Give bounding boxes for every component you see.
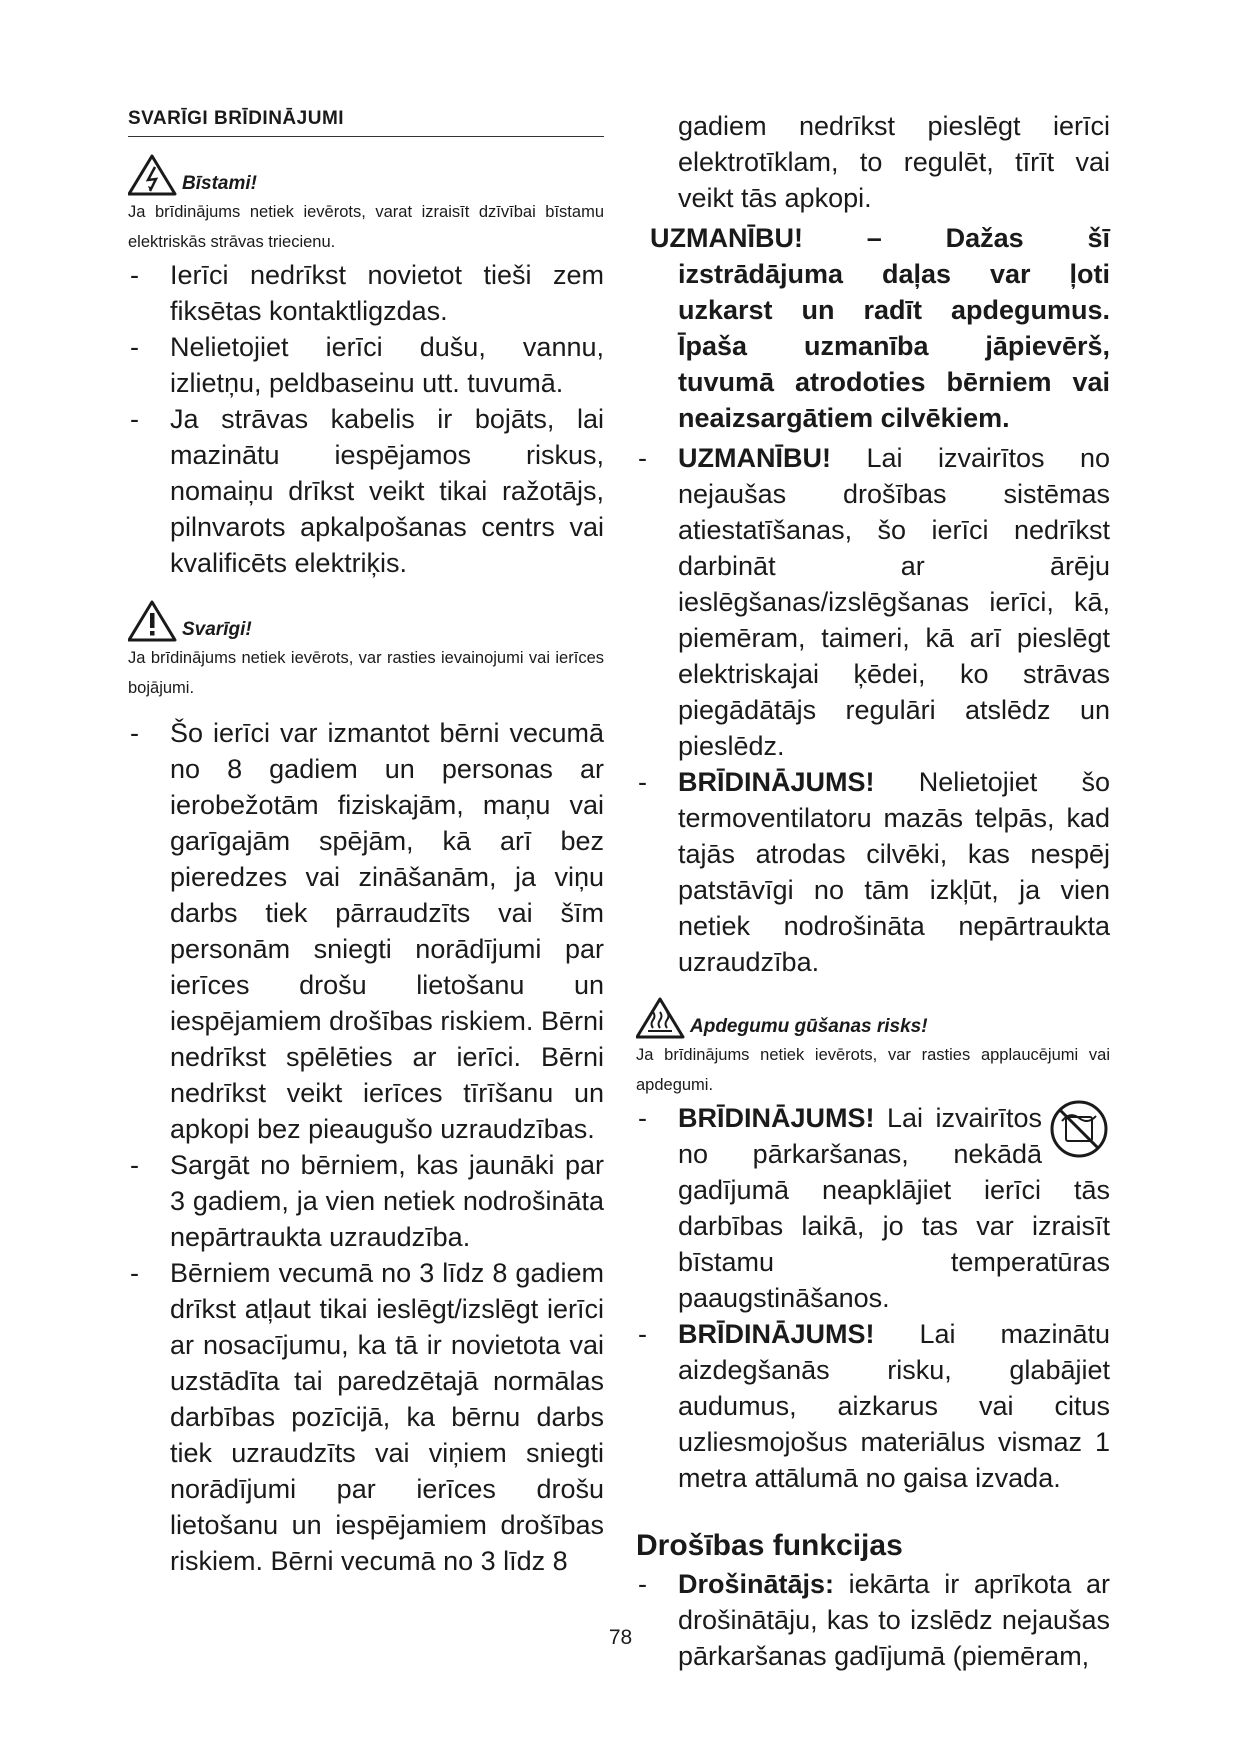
page-number: 78 <box>608 1626 633 1649</box>
list-item: - Bērniem vecumā no 3 līdz 8 gadiem drīkst atļaut tikai ieslēgt/izslēgt ierīci ar nosacījumu, ka tā ir novietota vai uzstādīta tai paredzētajā normālas darbības pozīcijā, ka bērnu darbs tiek uzraudzīts vai viņiem sniegti norādījumi par ierīces drošu lietošanu un iespējamiem drošības riskiem. Bērni vecumā no 3 līdz 8 <box>128 1255 604 1579</box>
continuation-text: gadiem nedrīkst pieslēgt ierīci elektrotīklam, to regulēt, tīrīt vai veikt tās apkopi. <box>678 111 1110 213</box>
caution-paragraph: UZMANĪBU! – Dažas šī izstrādājuma daļas var ļoti uzkarst un radīt apdegumus. Īpaša uzmanība jāpievērš, tuvumā atrodoties bērniem vai neaizsargātiem cilvēkiem. <box>650 223 1110 433</box>
warning-icon <box>128 599 180 643</box>
burn-title: Apdegumu gūšanas risks! <box>690 1016 928 1037</box>
important-header <box>128 597 604 643</box>
warning-label: BRĪDINĀJUMS! <box>678 1319 875 1349</box>
safety-features-heading: Drošības funkcijas <box>636 1529 903 1562</box>
feature-label: Drošinātājs: <box>678 1569 835 1599</box>
right-column <box>636 108 1110 1674</box>
list-item: - Ierīci nedrīkst novietot tieši zem fiksētas kontaktligzdas. <box>128 257 604 329</box>
warning-label: BRĪDINĀJUMS! <box>678 1103 875 1133</box>
list-item <box>636 1566 1110 1674</box>
danger-title: Bīstami! <box>182 173 257 194</box>
warning-label: BRĪDINĀJUMS! <box>678 767 875 797</box>
left-column <box>128 108 604 1579</box>
warning-text: Lai izvairītos no nejaušas drošības sistēmas atiestatīšanas, šo ierīci nedrīkst darbināt ar ārēju ieslēgšanas/izslēgšanas ierīci, kā, piemēram, taimeri, kā arī pieslēgt elektriskajai ķēdei, ko strāvas piegādātājs regulāri atslēdz un pieslēdz. <box>678 443 1110 761</box>
electric-hazard-icon <box>128 153 180 197</box>
safety-features-list <box>636 1566 1110 1674</box>
danger-note: Ja brīdinājums netiek ievērots, varat izraisīt dzīvībai bīstamu elektriskās strāvas triecienu. <box>128 203 604 251</box>
warning-text: Nelietojiet šo termoventilatoru mazās telpās, kad tajās atrodas cilvēki, kas nespēj patstāvīgi no tām izkļūt, ja vien netiek nodrošināta nepārtraukta uzraudzība. <box>678 767 1110 977</box>
important-list <box>128 715 604 1579</box>
do-not-cover-icon <box>1048 1098 1110 1160</box>
danger-header <box>128 151 604 197</box>
list-item <box>636 1100 1110 1316</box>
list-item: - Sargāt no bērniem, kas jaunāki par 3 gadiem, ja vien netiek nodrošināta nepārtraukta uzraudzība. <box>128 1147 604 1255</box>
warning-list <box>636 440 1110 980</box>
feature-text: iekārta ir aprīkota ar drošinātāju, kas to izslēdz nejaušas pārkaršanas gadījumā (piemēram, <box>678 1569 1110 1671</box>
danger-list <box>128 257 604 581</box>
burn-header <box>636 994 1110 1040</box>
warning-text: Lai izvairītos no pārkaršanas, nekādā gadījumā neapklājiet ierīci tās darbības laikā, jo tas var izraisīt bīstamu temperatūras paaugstināšanos. <box>678 1103 1110 1313</box>
burn-warning-list <box>636 1100 1110 1496</box>
list-item: - Nelietojiet ierīci dušu, vannu, izlietņu, peldbaseinu utt. tuvumā. <box>128 329 604 401</box>
list-item <box>636 1316 1110 1496</box>
list-item: - Ja strāvas kabelis ir bojāts, lai mazinātu iespējamos riskus, nomaiņu drīkst veikt tikai ražotājs, pilnvarots apkalpošanas centrs vai kvalificēts elektriķis. <box>128 401 604 581</box>
important-title: Svarīgi! <box>182 619 252 640</box>
important-note: Ja brīdinājums netiek ievērots, var rasties ievainojumi vai ierīces bojājumi. <box>128 649 604 697</box>
list-item: - Šo ierīci var izmantot bērni vecumā no 8 gadiem un personas ar ierobežotām fiziskajām, maņu vai garīgajām spējām, kā arī bez pieredzes vai zināšanām, ja viņu darbs tiek pārraudzīts vai šīm personām sniegti norādījumi par ierīces drošu lietošanu un iespējamiem drošības riskiem. Bērni nedrīkst spēlēties ar ierīci. Bērni nedrīkst veikt ierīces tīrīšanu un apkopi bez pieaugušo uzraudzības. <box>128 715 604 1147</box>
list-item <box>636 764 1110 980</box>
warning-label: UZMANĪBU! <box>678 443 831 473</box>
warning-text: Lai mazinātu aizdegšanās risku, glabājiet audumus, aizkarus vai citus uzliesmojošus materiālus vismaz 1 metra attālumā no gaisa izvada. <box>678 1319 1110 1493</box>
burn-note: Ja brīdinājums netiek ievērots, var rasties applaucējumi vai apdegumi. <box>636 1046 1110 1094</box>
hot-surface-icon <box>636 996 688 1040</box>
list-item <box>636 440 1110 764</box>
section-heading: SVARĪGI BRĪDINĀJUMI <box>128 108 604 137</box>
